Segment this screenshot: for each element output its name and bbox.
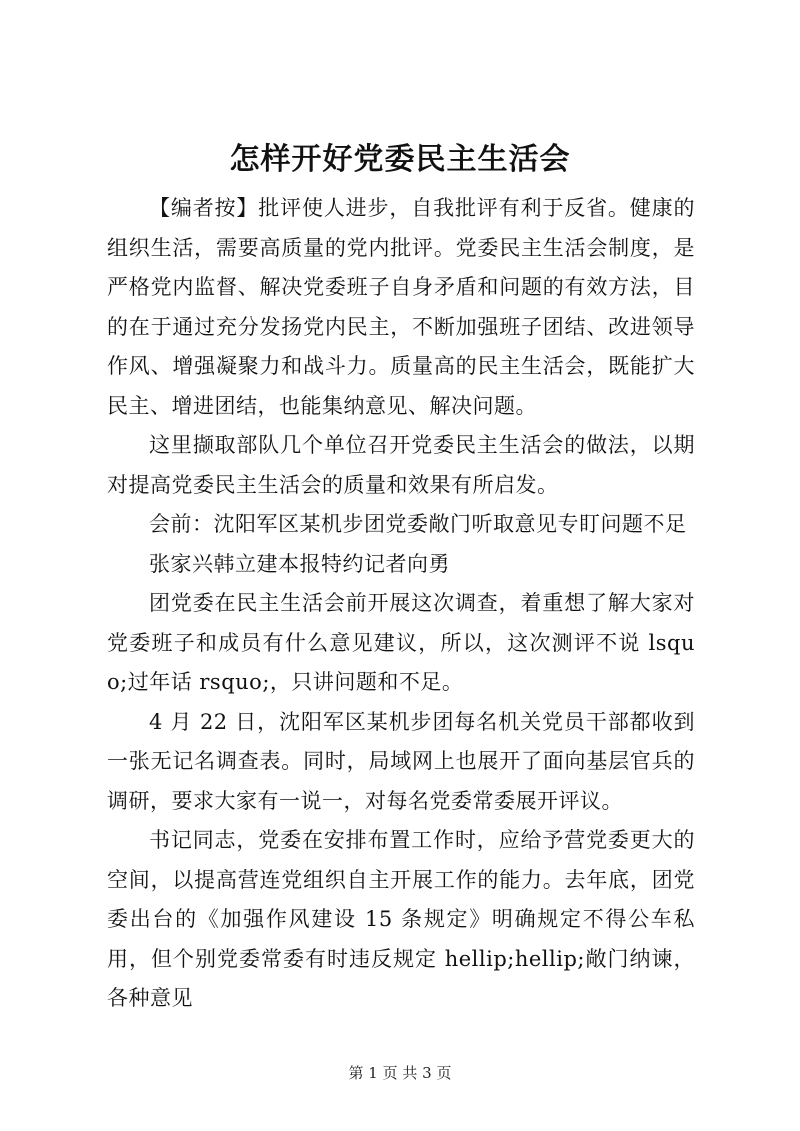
- body-paragraph: 团党委在民主生活会前开展这次调查，着重想了解大家对党委班子和成员有什么意见建议，所以，这次测评不说 lsquo;过年话 rsquo;，只讲问题和不足。: [107, 591, 695, 694]
- editor-note-paragraph: 【编者按】批评使人进步，自我批评有利于反省。健康的组织生活，需要高质量的党内批评。党委民主生活会制度，是严格党内监督、解决党委班子自身矛盾和问题的有效方法，目的在于通过充分发扬党内民主，不断加强班子团结、改进领导作风、增强凝聚力和战斗力。质量高的民主生活会，既能扩大民主、增进团结，也能集纳意见、解决问题。: [107, 196, 695, 418]
- body-paragraph: 4 月 22 日，沈阳军区某机步团每名机关党员干部都收到一张无记名调查表。同时，局域网上也展开了面向基层官兵的调研，要求大家有一说一，对每名党委常委展开评议。: [107, 709, 695, 813]
- document-title: 怎样开好党委民主生活会: [229, 142, 571, 177]
- document-body: [107, 189, 695, 1019]
- intro-paragraph: 这里撷取部队几个单位召开党委民主生活会的做法，以期对提高党委民主生活会的质量和效果有所启发。: [107, 433, 695, 497]
- byline: 张家兴韩立建本报特约记者向勇: [149, 551, 450, 576]
- page-number-footer: 第 1 页 共 3 页: [348, 1064, 452, 1082]
- section-heading: 会前：沈阳军区某机步团党委敞门听取意见专盯问题不足: [149, 512, 687, 536]
- body-paragraph: 书记同志，党委在安排布置工作时，应给予营党委更大的空间，以提高营连党组织自主开展工作的能力。去年底，团党委出台的《加强作风建设 15 条规定》明确规定不得公车私用，但个别党委常委有时违反规定 hellip;hellip;敞门纳谏，各种意见: [107, 828, 695, 1010]
